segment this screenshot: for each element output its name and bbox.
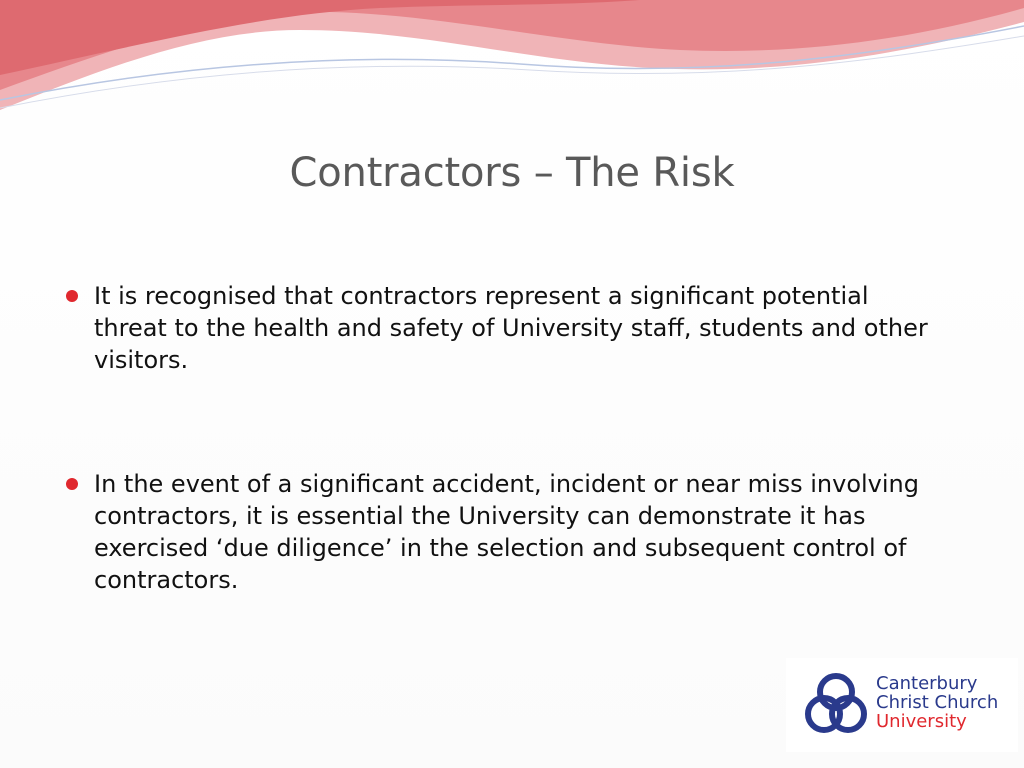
bullet-text: It is recognised that contractors represent a significant potential threat to the health and safety of University staff, students and other visitors. <box>94 282 928 374</box>
bullet-icon <box>66 478 78 490</box>
bullet-item <box>66 468 946 596</box>
logo-wordmark <box>876 674 998 731</box>
bullet-item <box>66 280 946 376</box>
header-wave-decoration <box>0 0 1024 130</box>
logo-line-university: University <box>876 711 967 732</box>
bullet-icon <box>66 290 78 302</box>
bullet-list <box>66 280 946 596</box>
slide-title: Contractors – The Risk <box>289 150 735 196</box>
logo-line-canterbury: Canterbury <box>876 673 978 694</box>
trefoil-logo-icon <box>800 670 872 738</box>
university-logo <box>786 658 1018 752</box>
logo-line-christ-church: Christ Church <box>876 692 999 713</box>
bullet-text: In the event of a significant accident, incident or near miss involving contractors, it is essential the University can demonstrate it has exercised ‘due diligence’ in the selection and subsequent control of contractors. <box>94 470 919 594</box>
